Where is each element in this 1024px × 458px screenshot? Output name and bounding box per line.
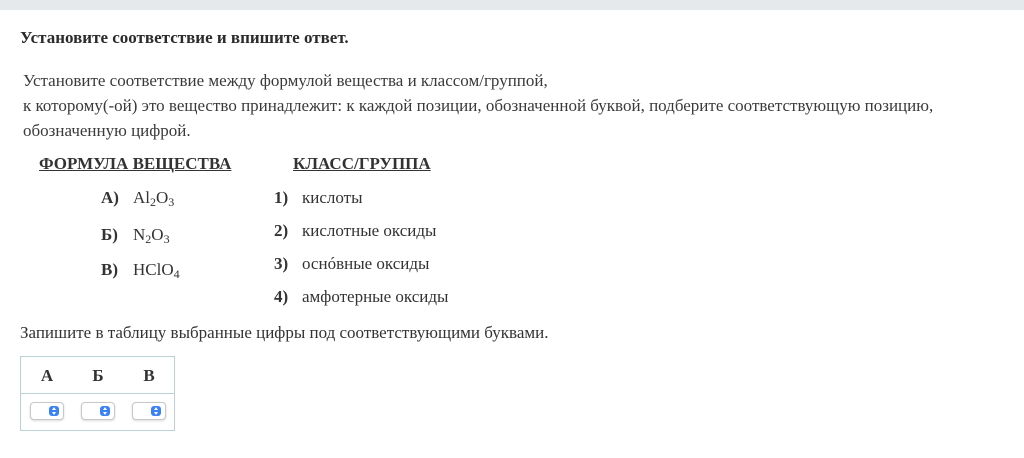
top-bar: [0, 0, 1024, 10]
class-label: оснóвные оксиды: [302, 254, 430, 273]
formula-symbol: O: [156, 188, 169, 207]
select-arrows-icon: [100, 406, 110, 416]
formula-symbol: Al: [133, 188, 150, 207]
answer-header-a: А: [40, 366, 54, 385]
formula-subscript: 4: [173, 267, 180, 281]
select-arrows-icon: [151, 406, 161, 416]
task-text-line: обозначенную цифрой.: [23, 121, 191, 140]
formula-row-b: [101, 225, 170, 245]
formula-subscript: 3: [168, 195, 175, 209]
task-text-line: Установите соответствие между формулой вещества и классом/группой,: [23, 71, 548, 90]
answer-header-v: В: [143, 366, 155, 385]
formula-key: Б): [101, 225, 118, 244]
class-column-header: КЛАСС/ГРУППА: [293, 154, 431, 173]
formula-value: [133, 225, 170, 244]
task-text-line: к которому(-ой) это вещество принадлежит: к каждой позиции, обозначенной буквой, подберите соответствующую позицию,: [23, 96, 934, 115]
answer-select-v[interactable]: [132, 402, 166, 420]
answer-select-a[interactable]: [30, 402, 64, 420]
formula-row-a: [101, 188, 174, 208]
class-row-2: [274, 221, 436, 241]
formula-key: А): [101, 188, 119, 207]
answer-table: [20, 356, 175, 431]
answer-select-b[interactable]: [81, 402, 115, 420]
class-row-3: [274, 254, 429, 274]
formula-row-v: [101, 260, 180, 280]
task-heading: Установите соответствие и впишите ответ.: [20, 28, 349, 47]
class-row-1: [274, 188, 363, 208]
answer-instruction: Запишите в таблицу выбранные цифры под соответствующими буквами.: [20, 323, 549, 342]
class-key: 2): [274, 221, 289, 240]
answer-header-b: Б: [92, 366, 104, 385]
formula-value: [133, 188, 174, 207]
class-label: кислоты: [302, 188, 363, 207]
class-label: амфотерные оксиды: [302, 287, 449, 306]
formula-subscript: 2: [150, 195, 156, 209]
class-key: 4): [274, 287, 289, 306]
select-arrows-icon: [49, 406, 59, 416]
formula-subscript: 2: [145, 232, 152, 246]
class-row-4: [274, 287, 448, 307]
task-text: [23, 68, 1013, 143]
class-label: кислотные оксиды: [302, 221, 437, 240]
formula-subscript: 3: [163, 232, 170, 246]
class-key: 1): [274, 188, 289, 207]
formula-column-header: ФОРМУЛА ВЕЩЕСТВА: [39, 154, 232, 173]
formula-key: В): [101, 260, 118, 279]
formula-value: [133, 260, 180, 279]
class-key: 3): [274, 254, 289, 273]
answer-table-header: [21, 357, 174, 394]
formula-symbol: O: [151, 225, 164, 244]
formula-symbol: N: [133, 225, 146, 244]
formula-symbol: HClO: [133, 260, 174, 279]
